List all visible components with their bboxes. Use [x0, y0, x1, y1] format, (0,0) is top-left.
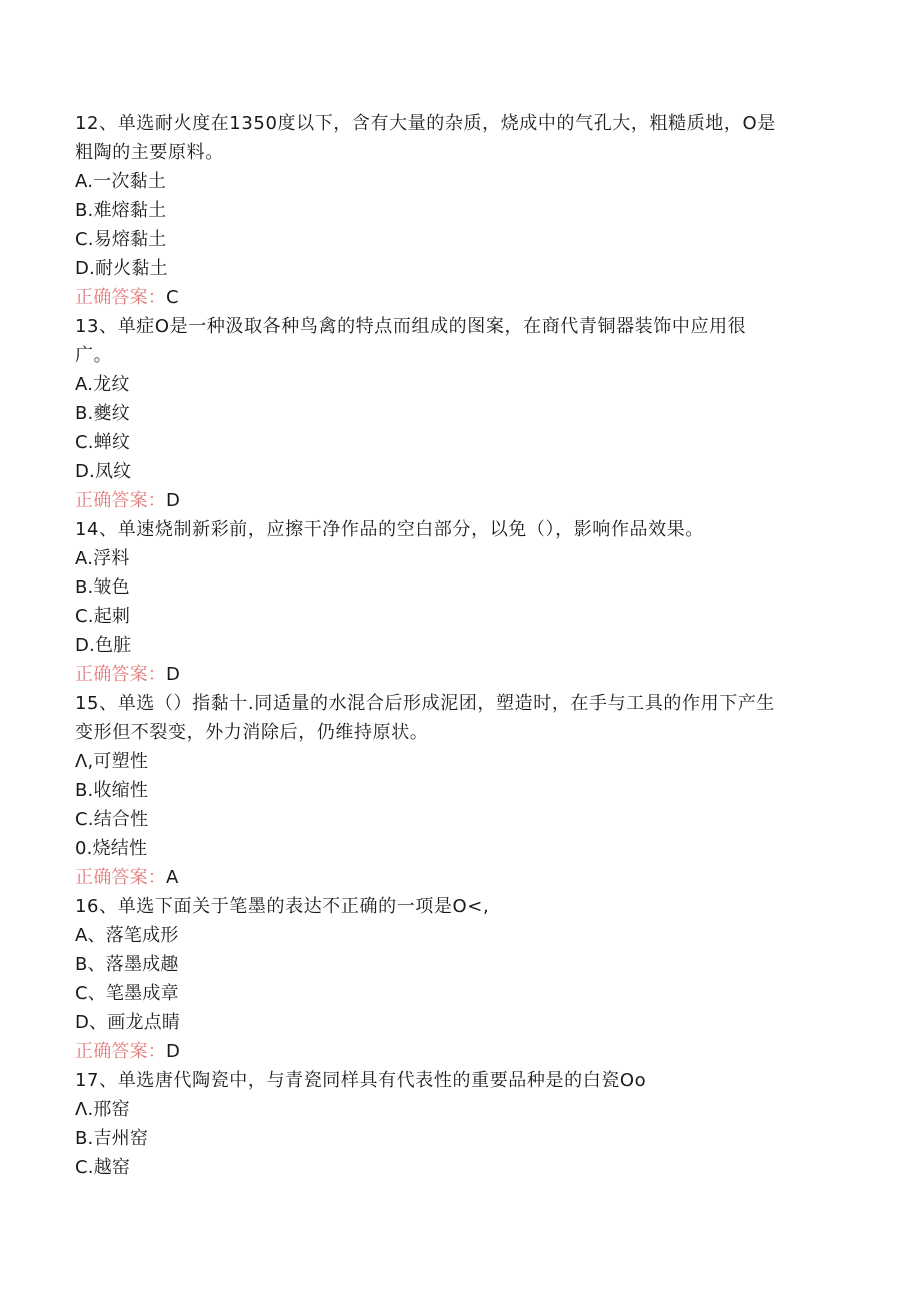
question-17-option-a: Λ.邢窑: [75, 1099, 130, 1120]
question-12-option-b: B.难熔黏土: [75, 200, 167, 221]
question-12-option-d: D.耐火黏土: [75, 258, 168, 279]
answer-label: 正确答案：: [75, 287, 166, 308]
question-16-option-c: C、笔墨成章: [75, 983, 179, 1004]
question-15-stem-line-2: 变形但不裂变，外力消除后，仍维持原状。: [75, 722, 429, 743]
question-13-option-d: D.凤纹: [75, 461, 132, 482]
answer-label: 正确答案：: [75, 1041, 166, 1062]
question-16-option-d: D、画龙点睛: [75, 1012, 181, 1033]
question-17-option-c: C.越窑: [75, 1157, 131, 1178]
question-14-answer: [75, 660, 835, 689]
question-13-answer: [75, 486, 835, 515]
question-13-option-a: A.龙纹: [75, 374, 130, 395]
answer-value: D: [166, 664, 181, 685]
question-12-stem-line-1: 12、单选耐火度在1350度以下，含有大量的杂质，烧成中的气孔大，粗糙质地，O是: [75, 113, 776, 134]
question-12-answer: [75, 283, 835, 312]
question-15-option-d: 0.烧结性: [75, 838, 148, 859]
question-15-option-c: C.结合性: [75, 809, 149, 830]
question-16-option-a: A、落笔成形: [75, 925, 179, 946]
question-12-stem-line-2: 粗陶的主要原料。: [75, 142, 224, 163]
question-14-option-c: C.起刺: [75, 606, 131, 627]
question-12-option-a: A.一次黏土: [75, 171, 166, 192]
answer-value: C: [166, 287, 179, 308]
question-13-stem-line-2: 广。: [75, 345, 113, 366]
question-17-stem-line-1: 17、单选唐代陶瓷中，与青瓷同样具有代表性的重要品种是的白瓷Oo: [75, 1070, 647, 1091]
question-15-answer: [75, 863, 835, 892]
question-14-option-d: D.色脏: [75, 635, 132, 656]
question-16-answer: [75, 1037, 835, 1066]
question-15-option-b: B.收缩性: [75, 780, 149, 801]
question-17-option-b: B.吉州窑: [75, 1128, 149, 1149]
answer-label: 正确答案：: [75, 490, 166, 511]
question-14-option-b: B.皱色: [75, 577, 130, 598]
question-12-option-c: C.易熔黏土: [75, 229, 167, 250]
answer-label: 正确答案：: [75, 867, 166, 888]
question-13-option-c: C.蝉纹: [75, 432, 131, 453]
answer-value: D: [166, 490, 181, 511]
question-16-stem-line-1: 16、单选下面关于笔墨的表达不正确的一项是O<,: [75, 896, 490, 917]
answer-label: 正确答案：: [75, 664, 166, 685]
question-13-stem-line-1: 13、单症O是一种汲取各种鸟禽的特点而组成的图案，在商代青铜器装饰中应用很: [75, 316, 747, 337]
question-14-option-a: A.浮料: [75, 548, 130, 569]
question-14-stem-line-1: 14、单速烧制新彩前，应擦干净作品的空白部分，以免（），影响作品效果。: [75, 519, 704, 540]
question-13-option-b: B.夔纹: [75, 403, 130, 424]
question-15-option-a: Λ,可塑性: [75, 751, 149, 772]
question-16-option-b: B、落墨成趣: [75, 954, 179, 975]
answer-value: A: [166, 867, 179, 888]
question-15-stem-line-1: 15、单选（）指黏十.同适量的水混合后形成泥团，塑造时，在手与工具的作用下产生: [75, 693, 776, 714]
answer-value: D: [166, 1041, 181, 1062]
question-list: [75, 109, 835, 1182]
